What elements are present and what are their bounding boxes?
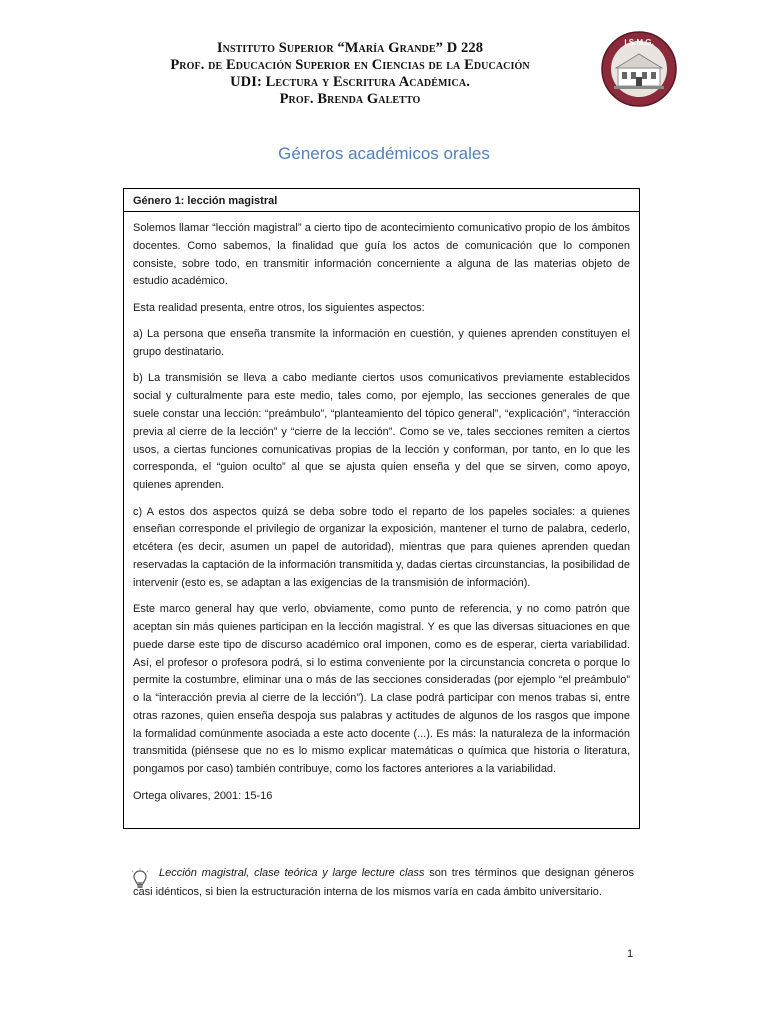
quote-box	[123, 188, 640, 829]
paragraph: c) A estos dos aspectos quizá se deba sobre todo el reparto de los papeles sociales: a quienes enseñan corresponde el privilegio de organizar la exposición, mantener el turno de palabra, cederlo, etcétera (es decir, asumen un papel de autoridad), mientras que para quienes aprenden quedan reservadas la captación de la información transmitida y, dadas ciertas circunstancias, la posibilidad de intervenir (esto es, se adaptan a las exigencias de la transmisión de información).	[133, 505, 630, 589]
header-professor: Prof. Brenda Galetto	[279, 91, 421, 107]
paragraph: b) La transmisión se lleva a cabo mediante ciertos usos comunicativos previamente establecidos social y culturalmente para este medio, tales como, por ejemplo, las secciones generales de que suele constar una lección: “preámbulo”, “planteamiento del tópico general”, “explicación”, “interacción previa al cierre de la lección” y “cierre de la lección”. Como se ve, tales secciones remiten a ciertos usos, a ciertas funciones comunicativas propias de la lección y conforman, por tanto, en lo que les corresponda, el “guion oculto” al que se ajusta quien enseña y del que se sirven, como apoyo, quienes aprenden.	[133, 372, 630, 492]
paragraph: Esta realidad presenta, entre otros, los siguientes aspectos:	[133, 301, 425, 314]
logo-text: I.S.M.G.	[624, 38, 654, 47]
note-text: son tres términos que designan géneros casi idénticos, si bien la estructuración interna de los mismos varía en cada ámbito universitario.	[133, 867, 634, 898]
note-paragraph	[133, 864, 634, 901]
citation: Ortega olivares, 2001: 15-16	[133, 789, 273, 802]
box-body	[124, 212, 639, 805]
box-heading: Género 1: lección magistral	[124, 189, 639, 212]
header-program: Prof. de Educación Superior en Ciencias de la Educación	[170, 57, 530, 73]
header-course: UDI: Lectura y Escritura Académica.	[230, 74, 470, 90]
header-institute: Instituto Superior “María Grande” D 228	[216, 40, 484, 56]
paragraph: Solemos llamar “lección magistral” a cierto tipo de acontecimiento comunicativo propio de los ámbitos docentes. Como sabemos, la finalidad que guía los actos de comunicación que lo componen consiste, sobre todo, en transmitir información concerniente a alguna de las materias objeto de estudio académico.	[133, 222, 630, 288]
paragraph: Este marco general hay que verlo, obviamente, como punto de referencia, y no como patrón que aceptan sin más quienes participan en la lección magistral. Y es que las diversas situaciones en que puede darse este tipo de discurso académico oral imponen, como es de esperar, cierta variabilidad. Así, el profesor o profesora podrá, si lo estima conveniente por la circunstancia concreta o porque lo permite la costumbre, eliminar una o más de las secciones consideradas (por ejemplo “el preámbulo” o la “interacción previa al cierre de la lección”). La clase podrá participar con menos trabas si, entre otras razones, quien enseña despoja sus palabras y actitudes de algunos de los rasgos que impone la formalidad comúnmente asociada a este acto docente (...). Es más: la naturaleza de la información transmitida (piénsese que no es lo mismo explicar matemáticas o química que historia o literatura, pongamos por caso) también contribuye, como los factores anteriores a la variabilidad.	[133, 603, 630, 776]
paragraph: a) La persona que enseña transmite la información en cuestión, y quienes aprenden constituyen el grupo destinatario.	[133, 328, 630, 358]
page-number: 1	[627, 948, 634, 960]
institute-seal-logo	[600, 30, 678, 108]
note-italic-terms: Lección magistral, clase teórica y large lecture class	[159, 867, 425, 879]
document-header	[150, 40, 550, 108]
page-title: Géneros académicos orales	[278, 144, 490, 163]
